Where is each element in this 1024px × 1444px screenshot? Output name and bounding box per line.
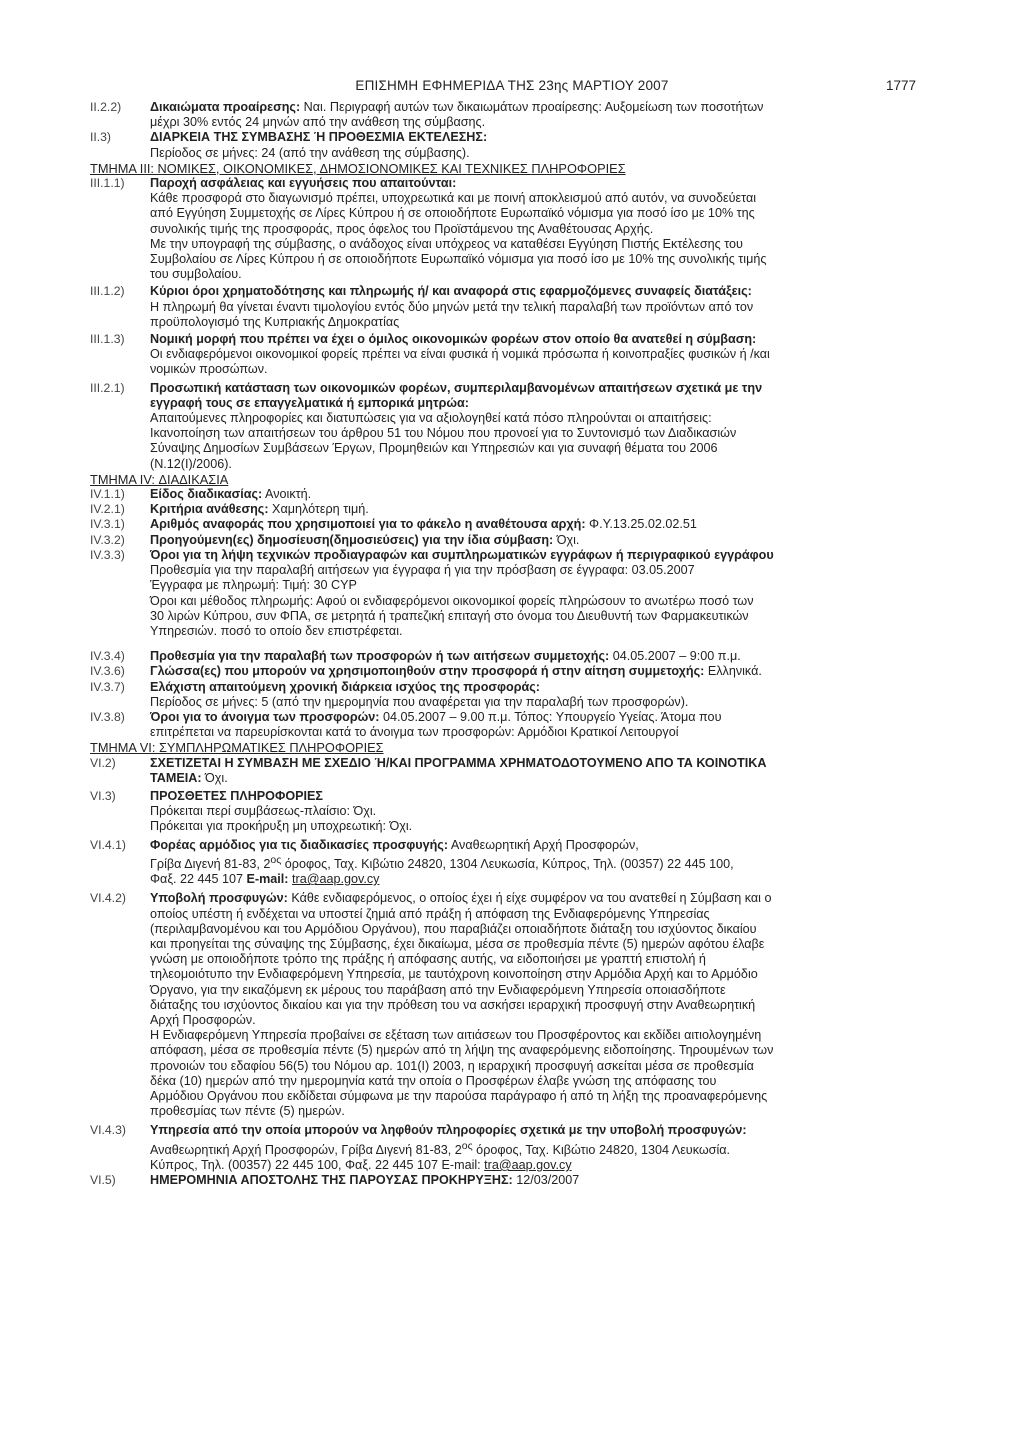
ordinal-suffix: ος xyxy=(461,1139,473,1152)
entry-number: III.1.2) xyxy=(90,284,125,299)
entry-label: Προσωπική κατάσταση των οικονομικών φορέων, συμπεριλαμβανομένων απαιτήσεων σχετικά με την xyxy=(150,380,763,395)
entry-text: νομικών προσώπων. xyxy=(150,362,268,377)
entry-vi-4-1 xyxy=(90,838,950,888)
section-heading-iv: ΤΜΗΜΑ IV: ΔΙΑΔΙΚΑΣΙΑ xyxy=(90,471,229,487)
entry-text: Όργανο, για την εικαζόμενη εκ μέρους του παράβαση από την Ενδιαφερόμενη Υπηρεσία οποιασδήποτε xyxy=(150,982,726,997)
entry-value: 04.05.2007 – 9.00 π.μ. Τόπος: Υπουργείο Υγείας. Άτομα που xyxy=(379,709,722,724)
entry-vi-2 xyxy=(90,756,950,786)
entry-iv-1-1 xyxy=(90,487,950,502)
entry-text: συνολικής τιμής της προσφοράς, προς όφελος του Προϊστάμενου της Αναθέτουσας Αρχής. xyxy=(150,221,654,236)
email-label: E-mail: xyxy=(246,872,289,887)
entry-value: Ναι. Περιγραφή αυτών των δικαιωμάτων προαίρεσης: Αυξομείωση των ποσοτήτων xyxy=(300,100,764,114)
entry-number: IV.3.6) xyxy=(90,664,125,679)
entry-label: Όροι για τη λήψη τεχνικών προδιαγραφών και συμπληρωματικών εγγράφων ή περιγραφικού εγγράφου xyxy=(150,547,774,562)
entry-text: προθεσμίας των πέντε (5) ημερών. xyxy=(150,1104,345,1119)
entry-number: II.2.2) xyxy=(90,100,122,114)
entry-text: Σύναψης Δημοσίων Συμβάσεων Έργων, Προμηθειών και Υπηρεσιών και για συναφή θέματα του 2006 xyxy=(150,441,718,456)
entry-number: VI.3) xyxy=(90,788,116,803)
entry-iii-1-3 xyxy=(90,332,950,378)
entry-text: Περίοδος σε μήνες: 24 (από την ανάθεση της σύμβασης). xyxy=(150,145,470,160)
entry-text: δέκα (10) ημερών από την ημερομηνία κατά την οποία ο Προσφέρων έλαβε γνώση της απόφασης του xyxy=(150,1073,717,1088)
entry-label: ΗΜΕΡΟΜΗΝΙΑ ΑΠΟΣΤΟΛΗΣ ΤΗΣ ΠΑΡΟΥΣΑΣ ΠΡΟΚΗΡΥΞΗΣ: xyxy=(150,1173,513,1188)
entry-label: Ελάχιστη απαιτούμενη χρονική διάρκεια ισχύος της προσφοράς: xyxy=(150,679,540,694)
entry-text: προνοιών του εδαφίου 56(5) του Νόμου αρ. 101(Ι) 2003, η ιεραρχική προσφυγή ασκείται μέσα σε προθεσμία xyxy=(150,1058,754,1073)
entry-text: Υπηρεσιών. ποσό το οποίο δεν επιστρέφεται. xyxy=(150,623,403,638)
entry-label: εγγραφή τους σε επαγγελματικά ή εμπορικά μητρώα: xyxy=(150,395,469,410)
entry-text: μέχρι 30% εντός 24 μηνών από την ανάθεση της σύμβασης. xyxy=(150,115,486,130)
section-heading-iii: ΤΜΗΜΑ III: ΝΟΜΙΚΕΣ, ΟΙΚΟΝΟΜΙΚΕΣ, ΔΗΜΟΣΙΟΝΟΜΙΚΕΣ ΚΑΙ ΤΕΧΝΙΚΕΣ ΠΛΗΡΟΦΟΡΙΕΣ xyxy=(90,160,626,176)
entry-label: Παροχή ασφάλειας και εγγυήσεις που απαιτούνται: xyxy=(150,176,457,191)
entry-value: Όχι. xyxy=(553,532,580,547)
entry-number: IV.3.7) xyxy=(90,679,125,694)
entry-number: VI.4.3) xyxy=(90,1123,126,1138)
entry-text: Φαξ. 22 445 107 xyxy=(150,872,247,887)
entry-label: Προηγούμενη(ες) δημοσίευση(δημοσιεύσεις) για την ίδια σύμβαση: xyxy=(150,532,554,547)
entry-number: IV.3.4) xyxy=(90,649,125,664)
entry-number: III.2.1) xyxy=(90,380,125,395)
entry-label: Υποβολή προσφυγών: xyxy=(150,891,288,906)
entry-text: 30 λιρών Κύπρου, συν ΦΠΑ, σε μετρητά ή τραπεζική επιταγή στο όνομα του Διευθυντή των Φαρμακευτικών xyxy=(150,608,749,623)
entry-text: Με την υπογραφή της σύμβασης, ο ανάδοχος είναι υπόχρεος να καταθέσει Εγγύηση Πιστής Εκτέλεσης του xyxy=(150,236,743,251)
entry-label: Προθεσμία για την παραλαβή των προσφορών ή των αιτήσεων συμμετοχής: xyxy=(150,649,610,664)
entry-value: 12/03/2007 xyxy=(512,1173,580,1188)
entry-text: Συμβολαίου σε Λίρες Κύπρου ή σε οποιοδήποτε Ευρωπαϊκό νόμισμα για ποσό ίσο με 10% της συνολικής τιμής xyxy=(150,252,767,267)
entry-number: IV.3.2) xyxy=(90,532,125,547)
entry-text: τηλεομοιότυπο την Ενδιαφερόμενη Υπηρεσία, με ταυτόχρονη κοινοποίηση στην Αρμόδια Αρχή και το Αρμόδιο xyxy=(150,967,758,982)
entry-value: Φ.Υ.13.25.02.02.51 xyxy=(585,517,697,532)
entry-label: Φορέας αρμόδιος για τις διαδικασίες προσφυγής: xyxy=(150,837,449,852)
entry-iv-3-8 xyxy=(90,710,950,740)
entry-text: από Εγγύηση Συμμετοχής σε Λίρες Κύπρου ή σε οποιοδήποτε Ευρωπαϊκό νόμισμα για ποσό ίσο με 10% της xyxy=(150,206,755,221)
entry-number: VI.4.2) xyxy=(90,891,126,906)
entry-number: II.3) xyxy=(90,130,111,145)
entry-text: Κάθε προσφορά στο διαγωνισμό πρέπει, υποχρεωτικά και με ποινή αποκλεισμού από αυτόν, να συνοδεύεται xyxy=(150,191,757,206)
entry-number: VI.2) xyxy=(90,755,116,770)
entry-text: Γρίβα Διγενή 81-83, 2 xyxy=(150,856,271,871)
entry-text: επιτρέπεται να παρευρίσκονται κατά το άνοιγμα των προσφορών: Αρμόδιοι Κρατικοί Λειτουργοί xyxy=(150,725,679,740)
entry-value: Όχι. xyxy=(201,770,228,785)
entry-text: Οι ενδιαφερόμενοι οικονομικοί φορείς πρέπει να είναι φυσικά ή νομικά πρόσωπα ή κοινοπραξίες φυσικών ή /και xyxy=(150,347,770,362)
entry-text: Κύπρος, Τηλ. (00357) 22 445 100, Φαξ. 22 445 107 E-mail: xyxy=(150,1157,485,1172)
entry-text: Αναθεωρητική Αρχή Προσφορών, Γρίβα Διγενή 81-83, 2 xyxy=(150,1142,462,1157)
entry-text: γνώση με οποιοδήποτε τρόπο της πράξης ή απόφασης αυτής, να ειδοποιήσει με γραπτή επιστολή ή xyxy=(150,952,706,967)
entry-label: Γλώσσα(ες) που μπορούν να χρησιμοποιηθούν στην προσφορά ή στην αίτηση συμμετοχής: xyxy=(150,664,705,679)
entry-text: και προηγείται της σύναψης της Σύμβασης, έχει δικαίωμα, μέσα σε προθεσμία πέντε (5) ημερών αφότου έλαβε xyxy=(150,936,765,951)
notice-body xyxy=(90,100,950,1188)
entry-label: Νομική μορφή που πρέπει να έχει ο όμιλος οικονομικών φορέων στον οποίο θα ανατεθεί η σύμβαση: xyxy=(150,332,757,347)
entry-text: Απαιτούμενες πληροφορίες και διατυπώσεις για να αξιολογηθεί κατά πόσο πληρούνται οι απαιτήσεις: xyxy=(150,411,712,426)
entry-text: προϋπολογισμό της Κυπριακής Δημοκρατίας xyxy=(150,314,400,329)
entry-text: απόφαση, μέσα σε προθεσμία πέντε (5) ημερών από τη λήψη της αναφερόμενης ειδοποίησης. Τηρουμένων των xyxy=(150,1043,774,1058)
entry-number: VI.4.1) xyxy=(90,837,126,852)
entry-text: Πρόκειται για προκήρυξη μη υποχρεωτική: Όχι. xyxy=(150,819,413,834)
entry-iv-2-1 xyxy=(90,502,950,517)
entry-label: Υπηρεσία από την οποία μπορούν να ληφθούν πληροφορίες σχετικά με την υποβολή προσφυγών: xyxy=(150,1123,747,1138)
gazette-header-title: ΕΠΙΣΗΜΗ ΕΦΗΜΕΡΙΔΑ ΤΗΣ 23ης ΜΑΡΤΙΟΥ 2007 xyxy=(355,78,669,93)
entry-number: IV.1.1) xyxy=(90,487,125,502)
entry-iv-3-6 xyxy=(90,664,950,679)
entry-text: Όροι και μέθοδος πληρωμής: Αφού οι ενδιαφερόμενοι οικονομικοί φορείς πληρώσουν το ανωτέρω ποσό των xyxy=(150,593,754,608)
entry-text: Αρμόδιου Οργάνου που εκδίδεται σύμφωνα με την παρούσα παράγραφο ή από τη λήξη της προαναφερόμενης xyxy=(150,1088,768,1103)
entry-label: Δικαιώματα προαίρεσης: xyxy=(150,100,301,114)
entry-iii-1-2 xyxy=(90,284,950,330)
entry-value: Ελληνικά. xyxy=(704,664,762,679)
entry-label: ΠΡΟΣΘΕΤΕΣ ΠΛΗΡΟΦΟΡΙΕΣ xyxy=(150,788,323,803)
entry-label: ΔΙΑΡΚΕΙΑ ΤΗΣ ΣΥΜΒΑΣΗΣ Ή ΠΡΟΘΕΣΜΙΑ ΕΚΤΕΛΕΣΗΣ: xyxy=(150,130,488,145)
section-heading-vi: ΤΜΗΜΑ VI: ΣΥΜΠΛΗΡΩΜΑΤΙΚΕΣ ΠΛΗΡΟΦΟΡΙΕΣ xyxy=(90,740,384,756)
entry-iv-3-3 xyxy=(90,548,950,639)
entry-vi-3 xyxy=(90,789,950,835)
entry-iii-1-1 xyxy=(90,176,950,282)
entry-text: (περιλαμβανομένου και του Αρμόδιου Οργάνου), που παραβιάζει οποιαδήποτε διάταξη του ισχύοντος δικαίου xyxy=(150,921,757,936)
entry-label: ΤΑΜΕΙΑ: xyxy=(150,770,202,785)
entry-text: Προθεσμία για την παραλαβή αιτήσεων για έγγραφα ή για την πρόσβαση σε έγγραφα: 03.05.2007 xyxy=(150,563,695,578)
entry-ii-2-2 xyxy=(90,100,950,130)
entry-text: Περίοδος σε μήνες: 5 (από την ημερομηνία που αναφέρεται για την παραλαβή των προσφορών). xyxy=(150,694,689,709)
entry-text: Ικανοποίηση των απαιτήσεων του άρθρου 51 του Νόμου που προνοεί για το Συντονισμό των Διαδικασιών xyxy=(150,426,737,441)
entry-iii-2-1 xyxy=(90,381,950,472)
entry-label: Είδος διαδικασίας: xyxy=(150,487,263,502)
ordinal-suffix: ος xyxy=(270,853,282,866)
entry-number: IV.3.3) xyxy=(90,547,125,562)
entry-label: Κριτήρια ανάθεσης: xyxy=(150,502,269,517)
entry-text: Έγγραφα με πληρωμή: Τιμή: 30 CYP xyxy=(150,578,357,593)
entry-vi-5 xyxy=(90,1173,950,1188)
entry-text: Αρχή Προσφορών. xyxy=(150,1012,256,1027)
entry-value: 04.05.2007 – 9:00 π.μ. xyxy=(609,649,741,664)
entry-iv-3-2 xyxy=(90,533,950,548)
entry-number: IV.3.1) xyxy=(90,517,125,532)
entry-label: Όροι για το άνοιγμα των προσφορών: xyxy=(150,709,380,724)
entry-label: Κύριοι όροι χρηματοδότησης και πληρωμής ή/ και αναφορά στις εφαρμοζόμενες συναφείς διατάξεις: xyxy=(150,284,752,299)
entry-iv-3-4 xyxy=(90,649,950,664)
entry-label: Αριθμός αναφοράς που χρησιμοποιεί για το φάκελο η αναθέτουσα αρχή: xyxy=(150,517,586,532)
entry-text: (Ν.12(Ι)/2006). xyxy=(150,456,232,471)
entry-value: Κάθε ενδιαφερόμενος, ο οποίος έχει ή είχε συμφέρον να του ανατεθεί η Σύμβαση και ο xyxy=(287,891,772,906)
entry-number: III.1.1) xyxy=(90,176,125,191)
entry-text: του συμβολαίου. xyxy=(150,267,242,282)
entry-text: όροφος, Ταχ. Κιβώτιο 24820, 1304 Λευκωσία, Κύπρος, Τηλ. (00357) 22 445 100, xyxy=(281,856,734,871)
entry-value: Ανοικτή. xyxy=(262,487,312,502)
entry-vi-4-2 xyxy=(90,891,950,1119)
entry-text: διάταξης του ισχύοντος δικαίου και για την πρόθεση του να ασκήσει ιεραρχική προσφυγή στην Αναθεωρητική xyxy=(150,997,756,1012)
entry-value: Αναθεωρητική Αρχή Προσφορών, xyxy=(448,837,639,852)
entry-ii-3 xyxy=(90,130,950,160)
entry-text: Πρόκειται περί συμβάσεως-πλαίσιο: Όχι. xyxy=(150,804,377,819)
entry-iv-3-1 xyxy=(90,517,950,532)
email-link[interactable]: tra@aap.gov.cy xyxy=(484,1157,572,1172)
entry-vi-4-3 xyxy=(90,1123,950,1173)
entry-number: III.1.3) xyxy=(90,332,125,347)
entry-number: IV.3.8) xyxy=(90,709,125,724)
entry-label: ΣΧΕΤΙΖΕΤΑΙ Η ΣΥΜΒΑΣΗ ΜΕ ΣΧΕΔΙΟ Ή/ΚΑΙ ΠΡΟΓΡΑΜΜΑ ΧΡΗΜΑΤΟΔΟΤΟΥΜΕΝΟ ΑΠΟ ΤΑ ΚΟΙΝΟΤΙΚΑ xyxy=(150,755,767,770)
entry-number: IV.2.1) xyxy=(90,502,125,517)
entry-text: Η πληρωμή θα γίνεται έναντι τιμολογίου εντός δύο μηνών μετά την τελική παραλαβή των προϊόντων από τον xyxy=(150,299,754,314)
entry-text: όροφος, Ταχ. Κιβώτιο 24820, 1304 Λευκωσία. xyxy=(472,1142,731,1157)
entry-value: Χαμηλότερη τιμή. xyxy=(268,502,369,517)
entry-text: οποίος υπέστη ή ενδέχεται να υποστεί ζημιά από πράξη ή απόφαση της Ενδιαφερόμενης Υπηρεσίας xyxy=(150,906,710,921)
email-link[interactable]: tra@aap.gov.cy xyxy=(292,872,380,887)
entry-text: Η Ενδιαφερόμενη Υπηρεσία προβαίνει σε εξέταση των αιτιάσεων του Προσφέροντος και εκδίδει αιτιολογημένη xyxy=(150,1028,762,1043)
entry-number: VI.5) xyxy=(90,1173,116,1188)
entry-iv-3-7 xyxy=(90,680,950,710)
page-number: 1777 xyxy=(885,78,916,93)
